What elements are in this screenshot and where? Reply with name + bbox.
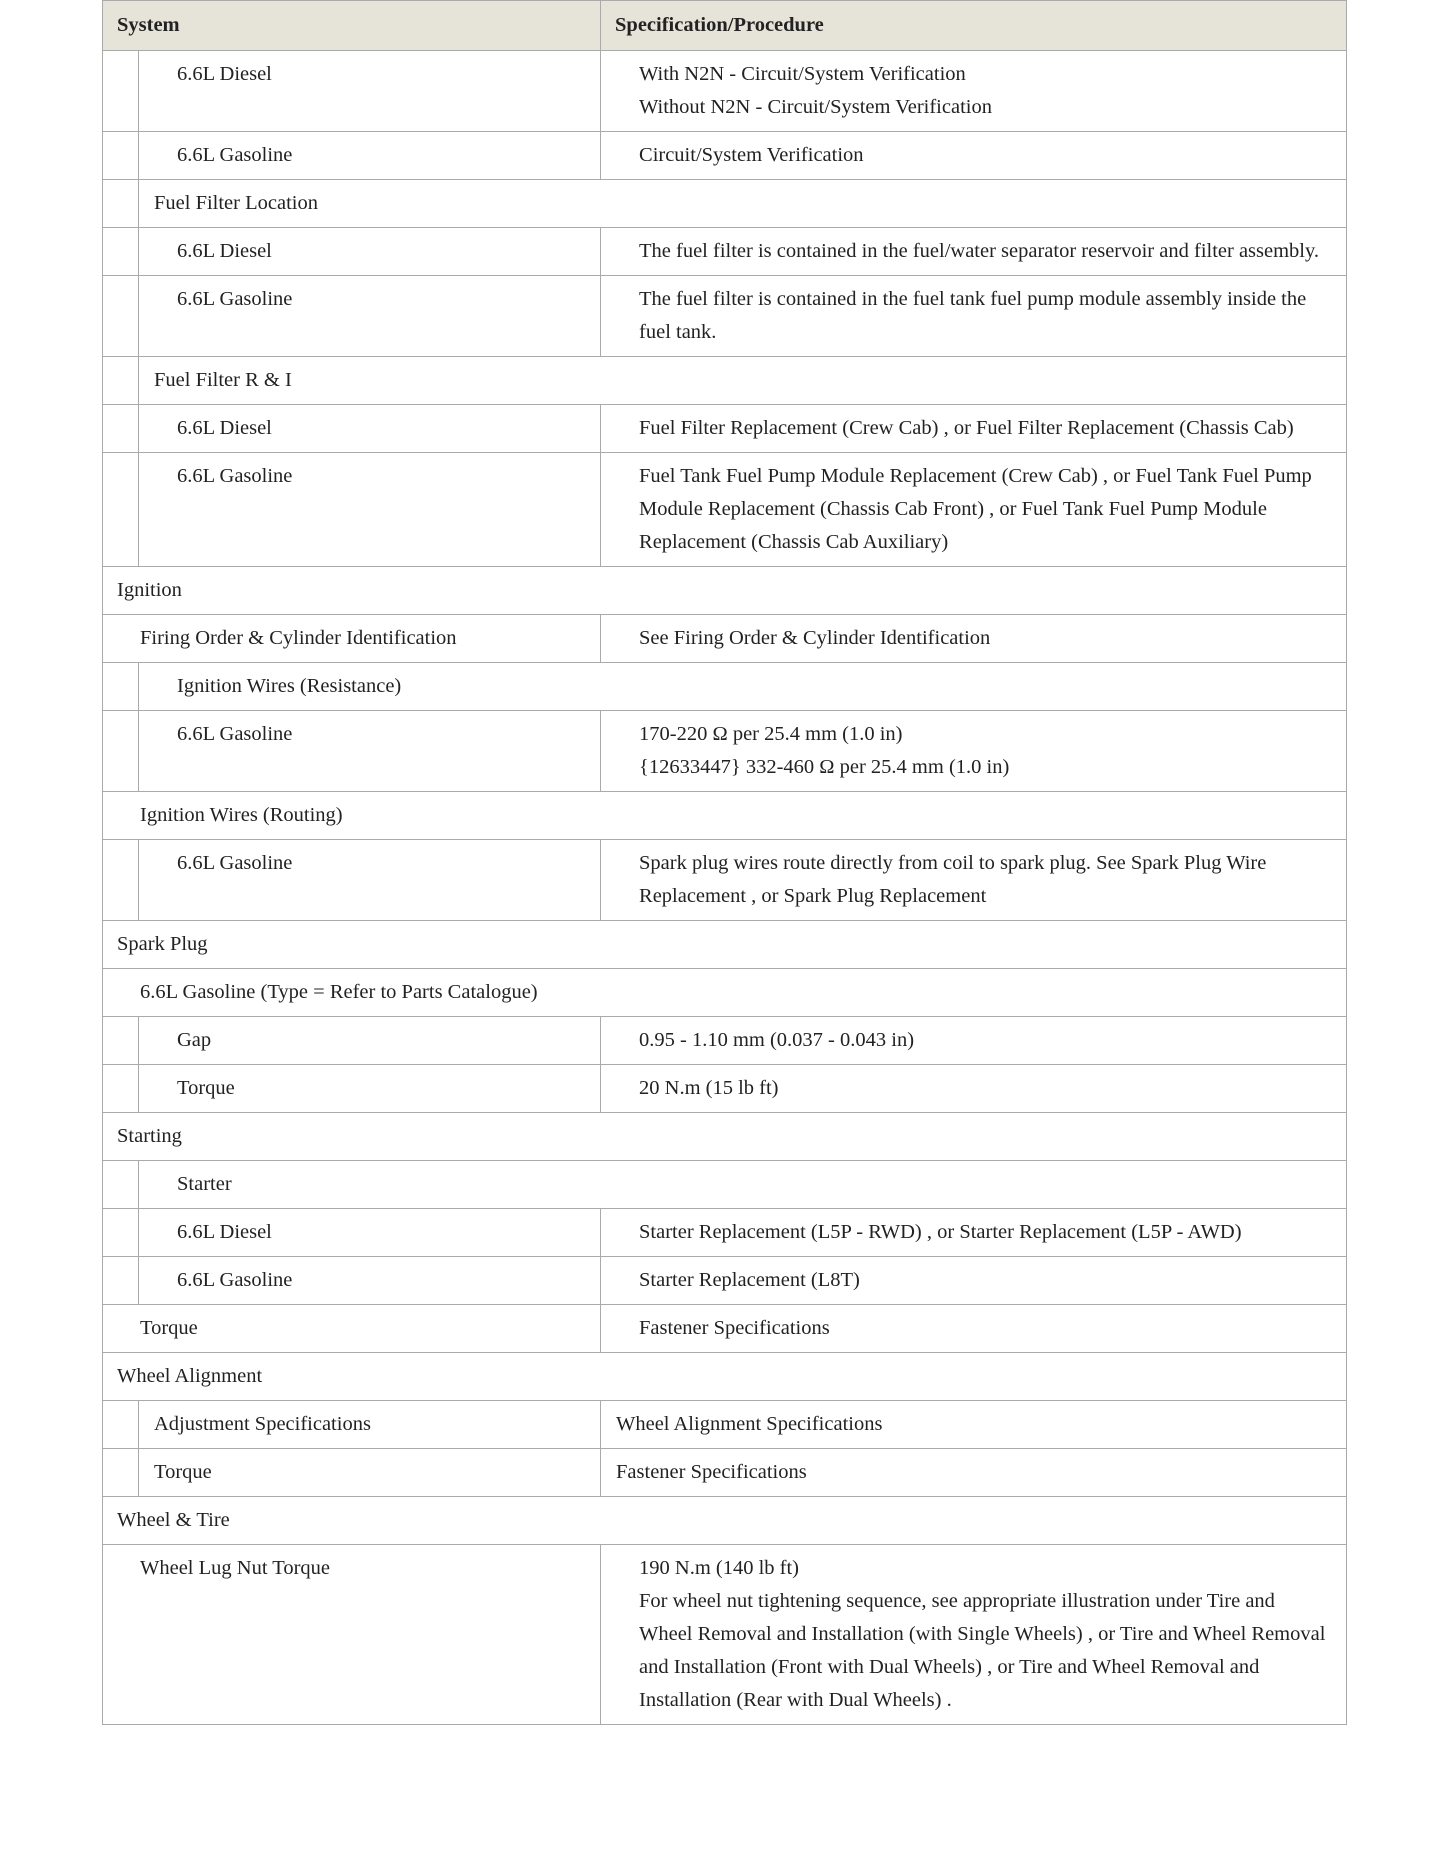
table-row [103, 1209, 1347, 1257]
spec-cell: Spark plug wires route directly from coil to spark plug. See Spark Plug Wire Replacement , or Spark Plug Replacement [601, 840, 1347, 921]
indent-cell [103, 1017, 139, 1065]
spec-line: For wheel nut tightening sequence, see appropriate illustration under Tire and Wheel Removal and Installation (with Single Wheels) , or Tire and Wheel Removal and Installation (Front with Dual Wheels) , or Tire and Wheel Removal and Installation (Rear with Dual Wheels) . [639, 1590, 1326, 1711]
indent-cell [103, 663, 139, 711]
section-heading-cell: Spark Plug [103, 921, 1347, 969]
section-subheading-cell: Ignition Wires (Resistance) [139, 663, 1347, 711]
spec-cell: Circuit/System Verification [601, 132, 1347, 180]
table-row [103, 840, 1347, 921]
spec-cell: Fastener Specifications [601, 1305, 1347, 1353]
section-heading-cell: Starting [103, 1113, 1347, 1161]
table-row [103, 1161, 1347, 1209]
spec-line: 170-220 Ω per 25.4 mm (1.0 in) [639, 723, 903, 745]
indent-cell [103, 180, 139, 228]
system-cell: 6.6L Diesel [139, 1209, 601, 1257]
system-cell: Wheel Lug Nut Torque [103, 1545, 601, 1725]
indent-cell [103, 276, 139, 357]
spec-cell: Fuel Filter Replacement (Crew Cab) , or Fuel Filter Replacement (Chassis Cab) [601, 405, 1347, 453]
table-row [103, 1257, 1347, 1305]
indent-cell [103, 1449, 139, 1497]
indent-cell [103, 405, 139, 453]
table-row [103, 1545, 1347, 1725]
table-row [103, 921, 1347, 969]
indent-cell [103, 51, 139, 132]
table-row [103, 663, 1347, 711]
system-cell: 6.6L Gasoline [139, 276, 601, 357]
indent-cell [103, 1209, 139, 1257]
system-cell: 6.6L Diesel [139, 405, 601, 453]
system-cell: 6.6L Diesel [139, 51, 601, 132]
spec-line: 190 N.m (140 lb ft) [639, 1557, 800, 1579]
spec-line: With N2N - Circuit/System Verification [639, 63, 966, 85]
section-subheading-cell: Fuel Filter Location [139, 180, 1347, 228]
system-cell: Adjustment Specifications [139, 1401, 601, 1449]
spec-cell: Wheel Alignment Specifications [601, 1401, 1347, 1449]
indent-cell [103, 453, 139, 567]
section-subheading-cell: Fuel Filter R & I [139, 357, 1347, 405]
indent-cell [103, 1161, 139, 1209]
spec-table [102, 0, 1347, 1725]
spec-cell: Starter Replacement (L8T) [601, 1257, 1347, 1305]
spec-cell: 20 N.m (15 lb ft) [601, 1065, 1347, 1113]
indent-cell [103, 1257, 139, 1305]
spec-cell [601, 51, 1347, 132]
system-cell: 6.6L Diesel [139, 228, 601, 276]
spec-cell: 0.95 - 1.10 mm (0.037 - 0.043 in) [601, 1017, 1347, 1065]
spec-line: Without N2N - Circuit/System Verification [639, 96, 992, 118]
system-cell: 6.6L Gasoline [139, 453, 601, 567]
table-row [103, 567, 1347, 615]
spec-cell [601, 1545, 1347, 1725]
table-row [103, 228, 1347, 276]
table-header-row [103, 1, 1347, 51]
table-row [103, 1113, 1347, 1161]
spec-cell: Fuel Tank Fuel Pump Module Replacement (Crew Cab) , or Fuel Tank Fuel Pump Module Replacement (Chassis Cab Front) , or Fuel Tank Fuel Pump Module Replacement (Chassis Cab Auxiliary) [601, 453, 1347, 567]
table-row [103, 1305, 1347, 1353]
spec-cell: Starter Replacement (L5P - RWD) , or Starter Replacement (L5P - AWD) [601, 1209, 1347, 1257]
section-heading-cell: Wheel Alignment [103, 1353, 1347, 1401]
table-row [103, 792, 1347, 840]
section-heading-cell: Ignition [103, 567, 1347, 615]
indent-cell [103, 132, 139, 180]
table-row [103, 51, 1347, 132]
table-row [103, 1353, 1347, 1401]
spec-cell: Fastener Specifications [601, 1449, 1347, 1497]
table-row [103, 357, 1347, 405]
table-row [103, 276, 1347, 357]
section-heading-cell: Wheel & Tire [103, 1497, 1347, 1545]
table-row [103, 1497, 1347, 1545]
system-cell: Torque [139, 1065, 601, 1113]
spec-cell: See Firing Order & Cylinder Identification [601, 615, 1347, 663]
system-cell: 6.6L Gasoline [139, 1257, 601, 1305]
spec-cell: The fuel filter is contained in the fuel tank fuel pump module assembly inside the fuel tank. [601, 276, 1347, 357]
table-row [103, 1065, 1347, 1113]
indent-cell [103, 840, 139, 921]
table-row [103, 1449, 1347, 1497]
spec-column-header: Specification/Procedure [601, 1, 1347, 51]
indent-cell [103, 1065, 139, 1113]
system-cell: Torque [139, 1449, 601, 1497]
table-row [103, 1017, 1347, 1065]
table-row [103, 132, 1347, 180]
system-cell: Gap [139, 1017, 601, 1065]
system-cell: 6.6L Gasoline [139, 132, 601, 180]
table-row [103, 453, 1347, 567]
table-row [103, 180, 1347, 228]
table-row [103, 711, 1347, 792]
table-row [103, 615, 1347, 663]
section-subheading-cell: Ignition Wires (Routing) [103, 792, 1347, 840]
spec-cell: The fuel filter is contained in the fuel/water separator reservoir and filter assembly. [601, 228, 1347, 276]
indent-cell [103, 228, 139, 276]
system-cell: Torque [103, 1305, 601, 1353]
system-cell: 6.6L Gasoline [139, 840, 601, 921]
table-row [103, 405, 1347, 453]
indent-cell [103, 1401, 139, 1449]
indent-cell [103, 711, 139, 792]
section-subheading-cell: Starter [139, 1161, 1347, 1209]
system-column-header: System [103, 1, 601, 51]
table-row [103, 969, 1347, 1017]
table-row [103, 1401, 1347, 1449]
section-subheading-cell: 6.6L Gasoline (Type = Refer to Parts Catalogue) [103, 969, 1347, 1017]
system-cell: Firing Order & Cylinder Identification [103, 615, 601, 663]
spec-line: {12633447} 332-460 Ω per 25.4 mm (1.0 in) [639, 756, 1010, 778]
spec-cell [601, 711, 1347, 792]
indent-cell [103, 357, 139, 405]
system-cell: 6.6L Gasoline [139, 711, 601, 792]
